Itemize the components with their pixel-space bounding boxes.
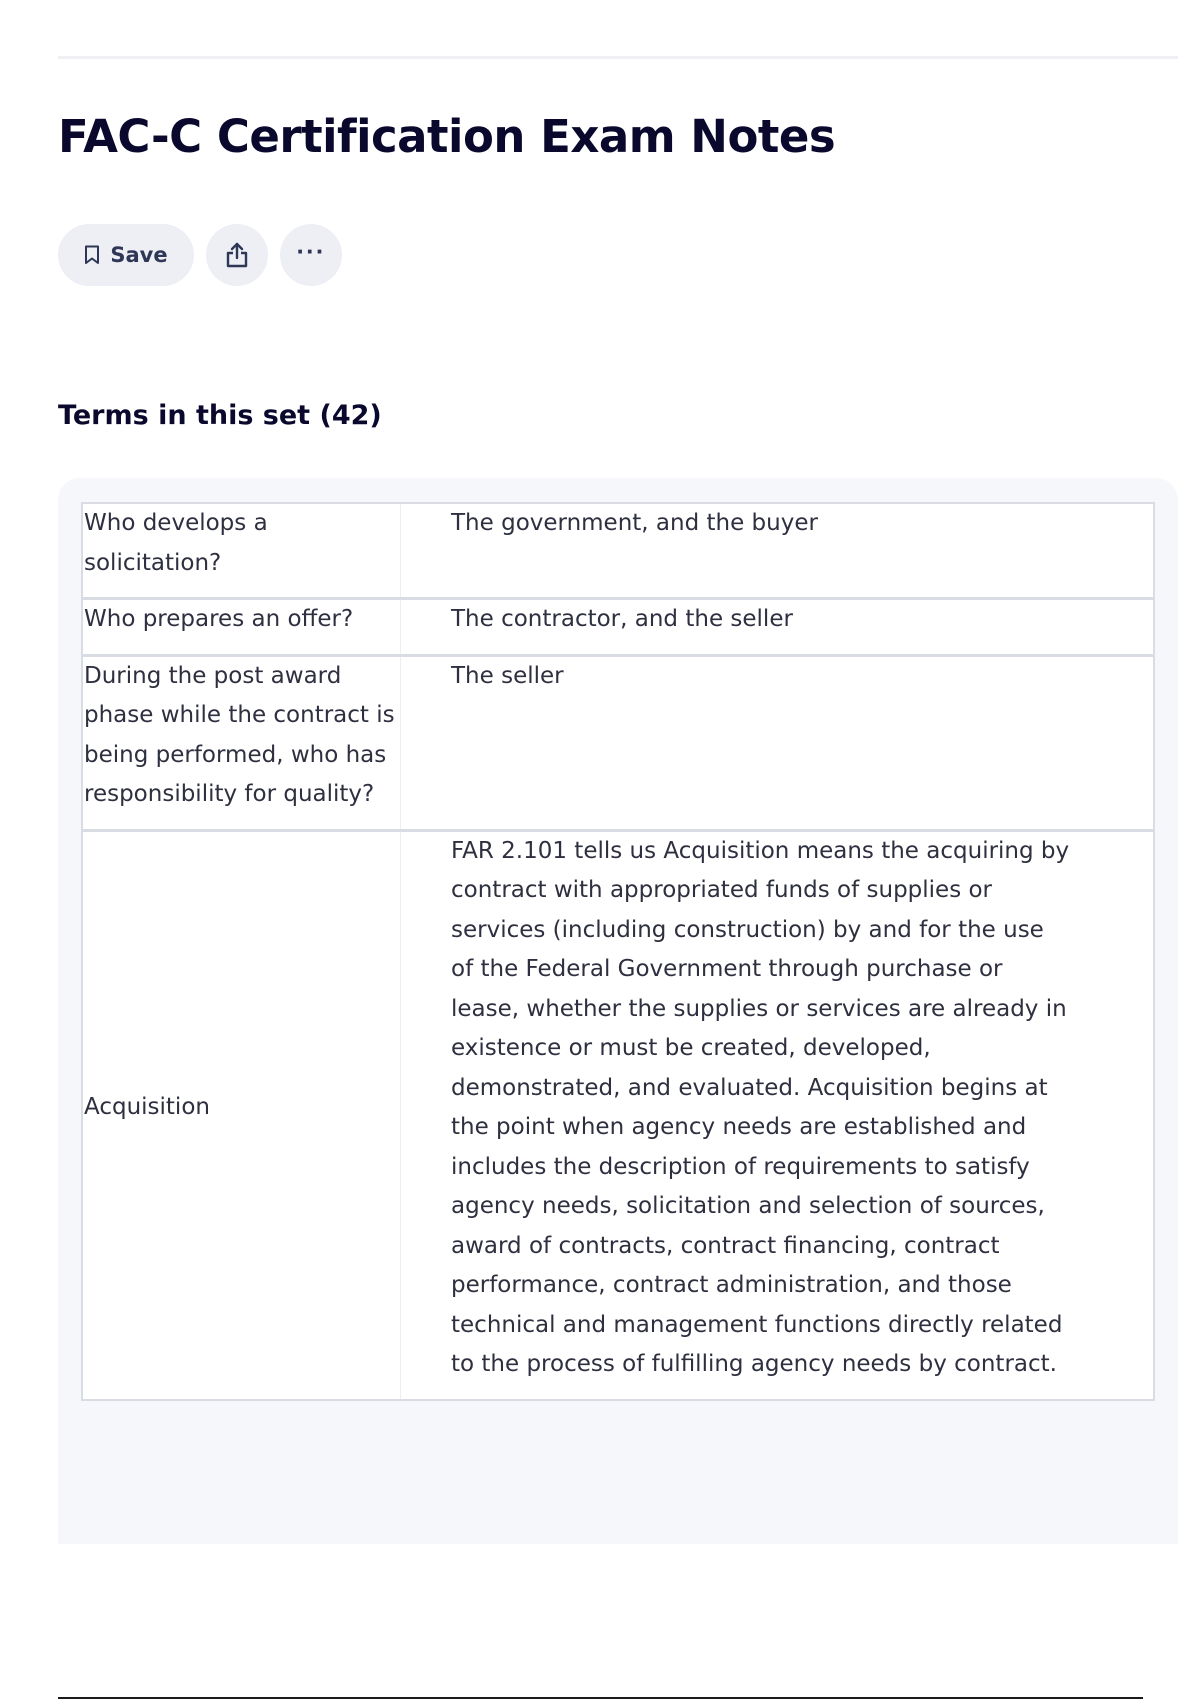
term-cell: Who prepares an offer?	[83, 600, 401, 654]
bookmark-icon	[84, 245, 100, 265]
terms-table	[81, 502, 1155, 1401]
terms-heading: Terms in this set (42)	[58, 400, 382, 431]
bottom-divider	[58, 1697, 1143, 1699]
term-cell: Acquisition	[83, 832, 401, 1399]
table-row	[83, 654, 1153, 829]
terms-panel	[58, 478, 1178, 1544]
save-button[interactable]	[58, 224, 194, 286]
table-row	[83, 504, 1153, 597]
action-bar	[58, 224, 342, 286]
share-icon	[224, 241, 250, 269]
page-title: FAC-C Certification Exam Notes	[58, 110, 836, 163]
definition-cell: The seller	[451, 662, 564, 689]
share-button[interactable]	[206, 224, 268, 286]
save-label: Save	[110, 243, 168, 267]
more-options-button[interactable]	[280, 224, 342, 286]
table-row	[83, 597, 1153, 654]
term-cell: During the post award phase while the contract is being performed, who has responsibility for quality?	[83, 657, 401, 829]
definition-cell: FAR 2.101 tells us Acquisition means the acquiring by contract with appropriated funds of supplies or services (including construction) by and for the use of the Federal Government through purchase or lease, whether the supplies or services are already in existence or must be created, developed, demonstrated, and evaluated. Acquisition begins at the point when agency needs are established and includes the description of requirements to satisfy agency needs, solicitation and selection of sources, award of contracts, contract financing, contract performance, contract administration, and those technical and management functions directly related to the process of fulfilling agency needs by contract.	[451, 837, 1070, 1377]
definition-cell: The government, and the buyer	[451, 510, 818, 536]
term-cell: Who develops a solicitation?	[83, 504, 401, 597]
table-row	[83, 829, 1153, 1399]
definition-cell: The contractor, and the seller	[451, 606, 793, 632]
more-icon: ···	[296, 236, 326, 266]
top-divider	[58, 56, 1178, 59]
